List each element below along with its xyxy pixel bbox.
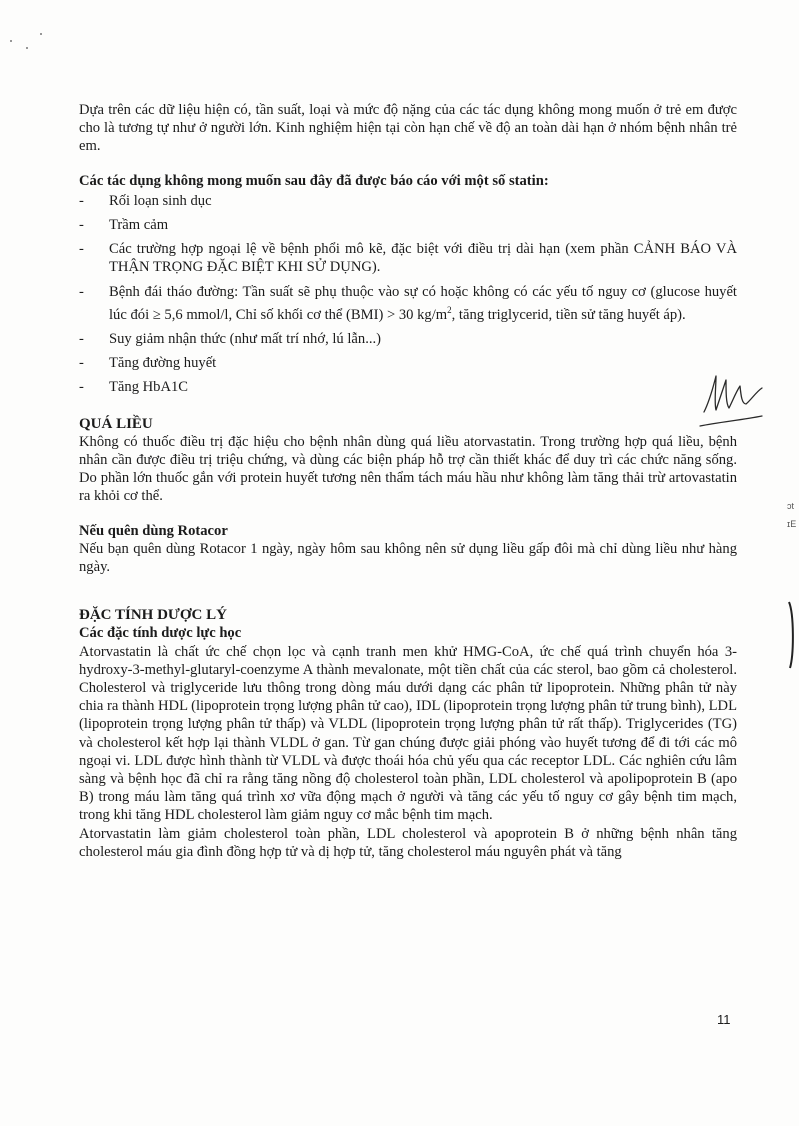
overdose-text: Không có thuốc điều trị đặc hiệu cho bệnh nhân dùng quá liều atorvastatin. Trong trường hợp quá liều, bệnh nhân cần được điều trị triệu chứng, và dùng các biện pháp hỗ trợ cần thiết khác để duy trì các chức năng sống. Do phần lớn thuốc gắn với protein huyết tương nên thẩm tách máu hầu như không làm tăng thải trừ artovastatin ra khỏi cơ thể. [79, 433, 737, 505]
scan-speck [10, 40, 12, 42]
list-item: - Tăng đường huyết [79, 355, 217, 372]
list-item: - Rối loạn sinh dục [79, 192, 212, 209]
list-item: - Suy giảm nhận thức (như mất trí nhớ, lú lẫn...) [79, 330, 381, 347]
page-content [79, 101, 737, 861]
pharmacodynamics-subheading: Các đặc tính dược lực học [79, 625, 242, 642]
list-item: - Bệnh đái tháo đường: Tần suất sẽ phụ thuộc vào sự có hoặc không có các yếu tố nguy cơ (glucose huyết lúc đói ≥ 5,6 mmol/l, Chỉ số khối cơ thể (BMI) > 30 $kg/m^2$, tăng triglycerid, tiền sử tăng huyết áp). [79, 283, 737, 323]
list-item: - Tăng HbA1C [79, 379, 189, 396]
page-number: 11 [717, 1012, 731, 1027]
margin-mark: ɪE [787, 519, 797, 529]
list-item: - Trầm cảm [79, 217, 169, 234]
overdose-heading: QUÁ LIỀU [79, 415, 153, 432]
pharmacology-paragraph-1: Atorvastatin là chất ức chế chọn lọc và cạnh tranh men khử HMG-CoA, ức chế quá trình chuyển hóa 3-hydroxy-3-methyl-glutaryl-coenzyme A thành mevalonate, một tiền chất của các sterol, bao gồm cả cholesterol. Cholesterol và triglyceride lưu thông trong dòng máu dưới dạng các phân tử lipoprotein. Những phân tử này chia ra thành HDL (lipoprotein trọng lượng phân tử cao), IDL (lipoprotein trọng lượng phân tử trung bình), LDL (lipoprotein trọng lượng phân tử thấp) và VLDL (lipoprotein trọng lượng phân tử rất thấp). Triglycerides (TG) và cholesterol kết hợp lại thành VLDL ở gan. Từ gan chúng được giải phóng vào huyết tương để đi tới các mô ngoại vi. LDL được hình thành từ VLDL và được thoái hóa chủ yếu qua các receptor LDL. Các nghiên cứu lâm sàng và bệnh học đã chỉ ra rằng tăng nồng độ cholesterol toàn phần, LDL cholesterol và apolipoprotein B (apo B) trong máu làm tăng quá trình xơ vữa động mạch ở người và tăng các yếu tố nguy cơ gây bệnh tim mạch, trong khi tăng HDL cholesterol làm giảm nguy cơ mắc bệnh tim mạch. [79, 643, 737, 824]
pharmacology-paragraph-2: Atorvastatin làm giảm cholesterol toàn phần, LDL cholesterol và apoprotein B ở những bệnh nhân tăng cholesterol máu gia đình đồng hợp tử và dị hợp tử, tăng cholesterol máu nguyên phát và tăng [79, 825, 737, 860]
margin-mark: ɔt [787, 501, 795, 511]
pharmacology-heading: ĐẶC TÍNH DƯỢC LÝ [79, 607, 227, 624]
scan-speck [40, 33, 42, 35]
side-effects-heading: Các tác dụng không mong muốn sau đây đã được báo cáo với một số statin: [79, 172, 549, 189]
missed-dose-heading: Nếu quên dùng Rotacor [79, 522, 228, 539]
side-effects-list [79, 192, 737, 397]
handwritten-signature [696, 370, 766, 430]
scan-speck [26, 47, 28, 49]
missed-dose-text: Nếu bạn quên dùng Rotacor 1 ngày, ngày hôm sau không nên sử dụng liều gấp đôi mà chỉ dùng liều như hàng ngày. [79, 540, 737, 575]
margin-bracket-mark [788, 600, 796, 670]
intro-paragraph: Dựa trên các dữ liệu hiện có, tần suất, loại và mức độ nặng của các tác dụng không mong muốn ở trẻ em được cho là tương tự như ở người lớn. Kinh nghiệm hiện tại còn hạn chế về độ an toàn dài hạn ở nhóm bệnh nhân trẻ em. [79, 102, 737, 155]
list-item: - Các trường hợp ngoại lệ về bệnh phổi mô kẽ, đặc biệt với điều trị dài hạn (xem phần CẢNH BÁO VÀ THẬN TRỌNG ĐẶC BIỆT KHI SỬ DỤNG). [79, 241, 737, 276]
